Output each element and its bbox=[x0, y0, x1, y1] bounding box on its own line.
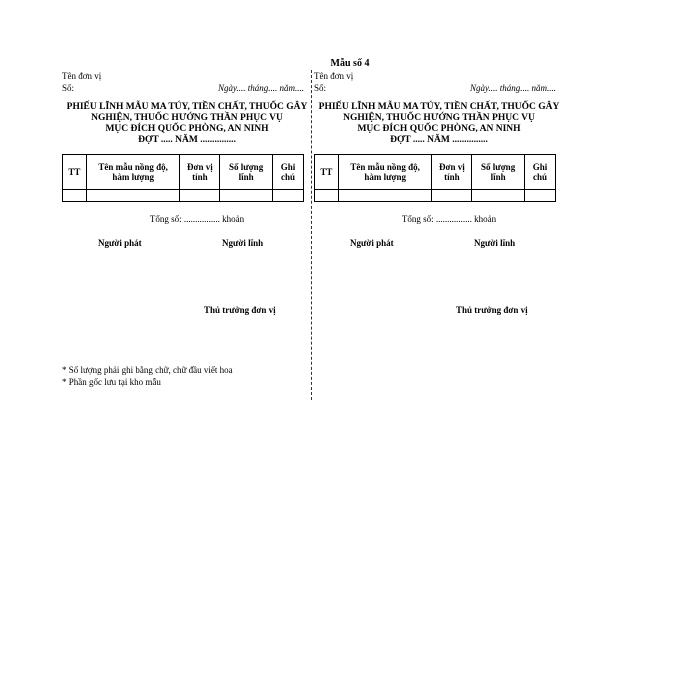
title-line-1: PHIẾU LĨNH MẪU MA TÚY, TIỀN CHẤT, THUỐC GÂY bbox=[66, 102, 308, 112]
table-cell bbox=[472, 190, 525, 202]
sample-table bbox=[62, 154, 304, 202]
title-line-3: MỤC ĐÍCH QUỐC PHÒNG, AN NINH bbox=[105, 124, 269, 134]
form-title bbox=[62, 102, 312, 146]
col-header-sample-name: Tên mẫu nồng độ, hàm lượng bbox=[86, 155, 180, 190]
col-header-sample-name: Tên mẫu nồng độ, hàm lượng bbox=[338, 155, 432, 190]
table-row bbox=[63, 190, 304, 202]
title-line-4: ĐỢT ..... NĂM ............... bbox=[390, 135, 488, 145]
table-cell bbox=[272, 190, 303, 202]
form-number: Mẫu số 4 bbox=[330, 58, 370, 69]
number-date-line bbox=[62, 82, 312, 94]
issuer-label: Người phát bbox=[98, 238, 142, 248]
table-cell bbox=[86, 190, 180, 202]
number-label: Số: bbox=[62, 83, 75, 93]
title-line-2: NGHIỆN, THUỐC HƯỚNG THẦN PHỤC VỤ bbox=[343, 113, 535, 123]
table-cell bbox=[338, 190, 432, 202]
receiver-label: Người lĩnh bbox=[222, 238, 264, 248]
signature-row bbox=[314, 238, 564, 250]
table-cell bbox=[180, 190, 220, 202]
table-header-row bbox=[315, 155, 556, 190]
col-header-tt: TT bbox=[63, 155, 87, 190]
col-header-quantity: Số lượng lĩnh bbox=[220, 155, 273, 190]
date-line: Ngày.... tháng.... năm.... bbox=[217, 83, 304, 93]
title-line-2: NGHIỆN, THUỐC HƯỚNG THẦN PHỤC VỤ bbox=[91, 113, 283, 123]
number-date-line bbox=[314, 82, 564, 94]
table-cell bbox=[432, 190, 472, 202]
table-cell bbox=[220, 190, 273, 202]
title-line-1: PHIẾU LĨNH MẪU MA TÚY, TIỀN CHẤT, THUỐC GÂY bbox=[318, 102, 560, 112]
sample-table bbox=[314, 154, 556, 202]
form-stub-left bbox=[62, 70, 312, 315]
total-line: Tổng số: ................ khoản bbox=[401, 214, 497, 224]
unit-name-label: Tên đơn vị bbox=[62, 71, 102, 81]
footnote-1: * Số lượng phải ghi bằng chữ, chữ đầu viết hoa bbox=[62, 365, 233, 375]
col-header-note: Ghi chú bbox=[272, 155, 303, 190]
col-header-unit: Đơn vị tính bbox=[180, 155, 220, 190]
table-header-row bbox=[63, 155, 304, 190]
head-of-unit-label: Thủ trưởng đơn vị bbox=[204, 305, 276, 315]
form-title bbox=[314, 102, 564, 146]
total-line: Tổng số: ................ khoản bbox=[149, 214, 245, 224]
form-copy-right bbox=[314, 70, 564, 315]
col-header-unit: Đơn vị tính bbox=[432, 155, 472, 190]
receiver-label: Người lĩnh bbox=[474, 238, 516, 248]
col-header-note: Ghi chú bbox=[524, 155, 555, 190]
table-row bbox=[315, 190, 556, 202]
unit-name-label: Tên đơn vị bbox=[314, 71, 354, 81]
signature-row bbox=[62, 238, 312, 250]
date-line: Ngày.... tháng.... năm.... bbox=[469, 83, 556, 93]
title-line-4: ĐỢT ..... NĂM ............... bbox=[138, 135, 236, 145]
head-of-unit-label: Thủ trưởng đơn vị bbox=[456, 305, 528, 315]
table-cell bbox=[524, 190, 555, 202]
title-line-3: MỤC ĐÍCH QUỐC PHÒNG, AN NINH bbox=[357, 124, 521, 134]
table-cell bbox=[315, 190, 339, 202]
issuer-label: Người phát bbox=[350, 238, 394, 248]
col-header-quantity: Số lượng lĩnh bbox=[472, 155, 525, 190]
footnotes bbox=[62, 364, 233, 388]
table-cell bbox=[63, 190, 87, 202]
number-label: Số: bbox=[314, 83, 327, 93]
footnote-2: * Phần gốc lưu tại kho mẫu bbox=[62, 377, 161, 387]
col-header-tt: TT bbox=[315, 155, 339, 190]
